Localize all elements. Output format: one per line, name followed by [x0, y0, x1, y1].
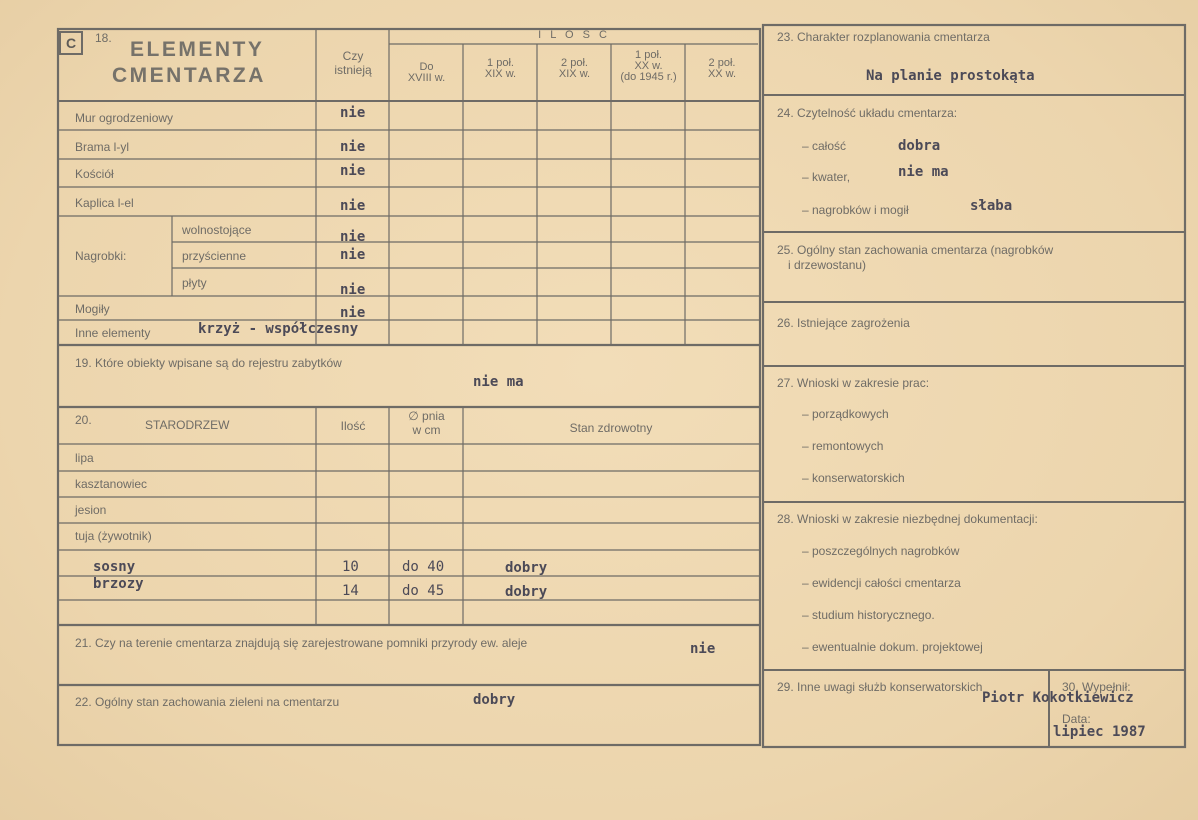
row-tombs-label: Nagrobki:: [75, 249, 127, 263]
section-30-label: 30. Wypełnił:: [1062, 680, 1131, 694]
section-26-label: 26. Istniejące zagrożenia: [777, 316, 910, 330]
row-church-value: nie: [340, 163, 366, 179]
row-chapel-label: Kaplica l-el: [75, 196, 134, 210]
tree-row-birch-diameter: do 45: [402, 583, 445, 599]
row-chapel-value: nie: [340, 198, 366, 214]
works-repair: – remontowych: [802, 439, 884, 453]
category-box: C: [59, 31, 83, 55]
section-27-label: 27. Wnioski w zakresie prac:: [777, 376, 930, 390]
legibility-quarters-label: – kwater,: [802, 170, 851, 184]
period-3-line-2: XX w.: [634, 60, 663, 72]
row-graves-value: nie: [340, 305, 366, 321]
tree-row-chestnut: kasztanowiec: [75, 477, 148, 491]
section-22-label: 22. Ogólny stan zachowania zieleni na cmentarzu: [75, 695, 340, 709]
col-exists-label-2: istnieją: [334, 63, 372, 77]
row-wall-value: nie: [340, 105, 366, 121]
col-health-label: Stan zdrowotny: [569, 421, 653, 435]
period-1-line-2: XIX w.: [484, 68, 517, 80]
date-value: lipiec 1987: [1053, 724, 1146, 740]
legibility-whole-label: – całość: [802, 139, 847, 153]
row-tombs-slabs-value: nie: [340, 282, 366, 298]
section-18-title-1: ELEMENTY: [130, 38, 265, 61]
period-0-line-2: XVIII w.: [407, 72, 446, 84]
period-2-line-2: XIX w.: [558, 68, 591, 80]
row-tombs-freestanding-label: wolnostojące: [182, 223, 252, 237]
period-2-line-1: 2 poł.: [561, 57, 588, 69]
row-tombs-freestanding-value: nie: [340, 229, 366, 245]
section-24-label: 24. Czytelność układu cmentarza:: [777, 106, 958, 120]
legibility-graves-value: słaba: [970, 198, 1013, 214]
section-21-value: nie: [690, 641, 716, 657]
period-3-line-3: (do 1945 r.): [620, 71, 677, 83]
row-tombs-wall-label: przyścienne: [182, 249, 247, 263]
doc-history: – studium historycznego.: [802, 608, 935, 622]
tree-row-pine-health: dobry: [505, 560, 548, 576]
section-20-number: 20.: [75, 413, 92, 427]
row-church-label: Kościół: [75, 167, 114, 181]
works-conservation: – konserwatorskich: [802, 471, 905, 485]
col-diameter-label-1: ∅ pnia: [408, 409, 445, 423]
row-other-value: krzyż - współczesny: [198, 321, 359, 337]
section-25-label-1: 25. Ogólny stan zachowania cmentarza (nagrobków: [777, 243, 1054, 257]
row-gate-value: nie: [340, 139, 366, 155]
works-cleanup: – porządkowych: [802, 407, 889, 421]
section-23-label: 23. Charakter rozplanowania cmentarza: [777, 30, 990, 44]
col-exists-label-1: Czy: [342, 49, 364, 63]
tree-row-ash: jesion: [75, 503, 107, 517]
tree-row-birch-qty: 14: [342, 583, 359, 599]
doc-records: – ewidencji całości cmentarza: [802, 576, 961, 590]
row-tombs-slabs-label: płyty: [182, 276, 207, 290]
col-diameter-label-2: w cm: [412, 423, 441, 437]
tree-row-pine-qty: 10: [342, 559, 359, 575]
section-19-label: 19. Które obiekty wpisane są do rejestru zabytków: [75, 356, 342, 370]
row-gate-label: Brama l-yl: [75, 140, 130, 154]
tree-row-linden: lipa: [75, 451, 94, 465]
col-tree-qty-label: Ilość: [340, 419, 366, 433]
tree-row-pine-diameter: do 40: [402, 559, 445, 575]
period-1-line-1: 1 poł.: [487, 57, 514, 69]
section-20-title: STARODRZEW: [145, 418, 230, 432]
section-25-label-2: i drzewostanu): [788, 258, 867, 272]
section-29-label: 29. Inne uwagi służb konserwatorskich: [777, 680, 983, 694]
tree-row-birch-name: brzozy: [93, 576, 144, 592]
filled-by-name: Piotr Kokotkiewicz: [982, 690, 1134, 706]
section-28-label: 28. Wnioski w zakresie niezbędnej dokumentacji:: [777, 512, 1038, 526]
section-18-number: 18.: [95, 31, 112, 45]
period-0-line-1: Do: [419, 61, 434, 73]
legibility-whole-value: dobra: [898, 138, 941, 154]
doc-project: – ewentualnie dokum. projektowej: [802, 640, 983, 654]
tree-row-thuja: tuja (żywotnik): [75, 529, 152, 543]
row-other-label: Inne elementy: [75, 326, 151, 340]
row-wall-label: Mur ogrodzeniowy: [75, 111, 174, 125]
section-22-value: dobry: [473, 692, 516, 708]
section-18-title-2: CMENTARZA: [112, 64, 266, 87]
section-21-label: 21. Czy na terenie cmentarza znajdują się zarejestrowane pomniki przyrody ew. aleje: [75, 636, 528, 650]
period-4-line-1: 2 poł.: [708, 57, 736, 69]
tree-row-pine-name: sosny: [93, 559, 136, 575]
section-23-value: Na planie prostokąta: [866, 68, 1035, 84]
period-4-line-2: XX w.: [707, 68, 737, 80]
row-tombs-wall-value: nie: [340, 247, 366, 263]
legibility-quarters-value: nie ma: [898, 164, 949, 180]
doc-tombs: – poszczególnych nagrobków: [802, 544, 960, 558]
section-19-value: nie ma: [473, 374, 524, 390]
period-3-line-1: 1 poł.: [635, 49, 662, 61]
legibility-graves-label: – nagrobków i mogił: [802, 203, 909, 217]
col-quantity-label: I L O Ś Ć: [538, 29, 610, 41]
tree-row-birch-health: dobry: [505, 584, 548, 600]
row-graves-label: Mogiły: [75, 302, 110, 316]
date-label: Data:: [1062, 712, 1091, 726]
